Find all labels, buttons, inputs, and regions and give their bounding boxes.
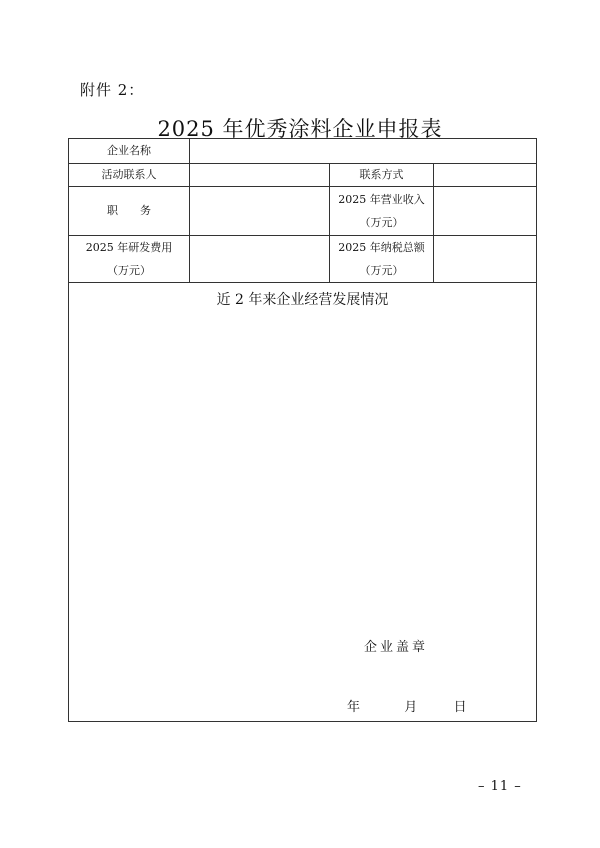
- page-number: – 11 –: [478, 779, 522, 794]
- rd-expense-label-line1: 2025 年研发费用: [85, 241, 173, 254]
- company-seal-label: 企业盖章: [364, 640, 429, 655]
- contact-person-label: 活动联系人: [101, 168, 157, 181]
- attachment-label: 附件 2：: [80, 81, 145, 99]
- revenue-label: [330, 188, 433, 234]
- development-section-title: 近 2 年来企业经营发展情况: [216, 292, 389, 308]
- tax-label-line2: （万元）: [359, 264, 404, 277]
- development-description-area[interactable]: [69, 314, 536, 614]
- row-divider: [69, 282, 536, 283]
- position-field[interactable]: [190, 186, 329, 235]
- contact-person-field[interactable]: [190, 163, 329, 186]
- date-year-label: 年: [347, 700, 361, 715]
- tax-label-line1: 2025 年纳税总额: [338, 241, 425, 254]
- rd-expense-label-line2: （万元）: [107, 264, 151, 277]
- rd-expense-label: [69, 236, 189, 282]
- position-label: 职 务: [107, 204, 151, 217]
- date-line: [347, 696, 467, 715]
- tax-field[interactable]: [434, 235, 537, 282]
- rd-expense-field[interactable]: [190, 235, 329, 282]
- company-name-label: 企业名称: [107, 144, 151, 157]
- tax-label: [330, 236, 433, 282]
- revenue-label-line1: 2025 年营业收入: [338, 193, 425, 206]
- date-month-label: 月: [404, 700, 418, 715]
- contact-method-field[interactable]: [434, 163, 537, 186]
- contact-method-label: 联系方式: [359, 168, 404, 181]
- date-day-label: 日: [453, 700, 467, 715]
- revenue-label-line2: （万元）: [359, 216, 404, 229]
- page-title: 2025 年优秀涂料企业申报表: [157, 117, 443, 141]
- company-name-field[interactable]: [190, 139, 537, 163]
- revenue-field[interactable]: [434, 186, 537, 235]
- application-form-table: [68, 138, 537, 722]
